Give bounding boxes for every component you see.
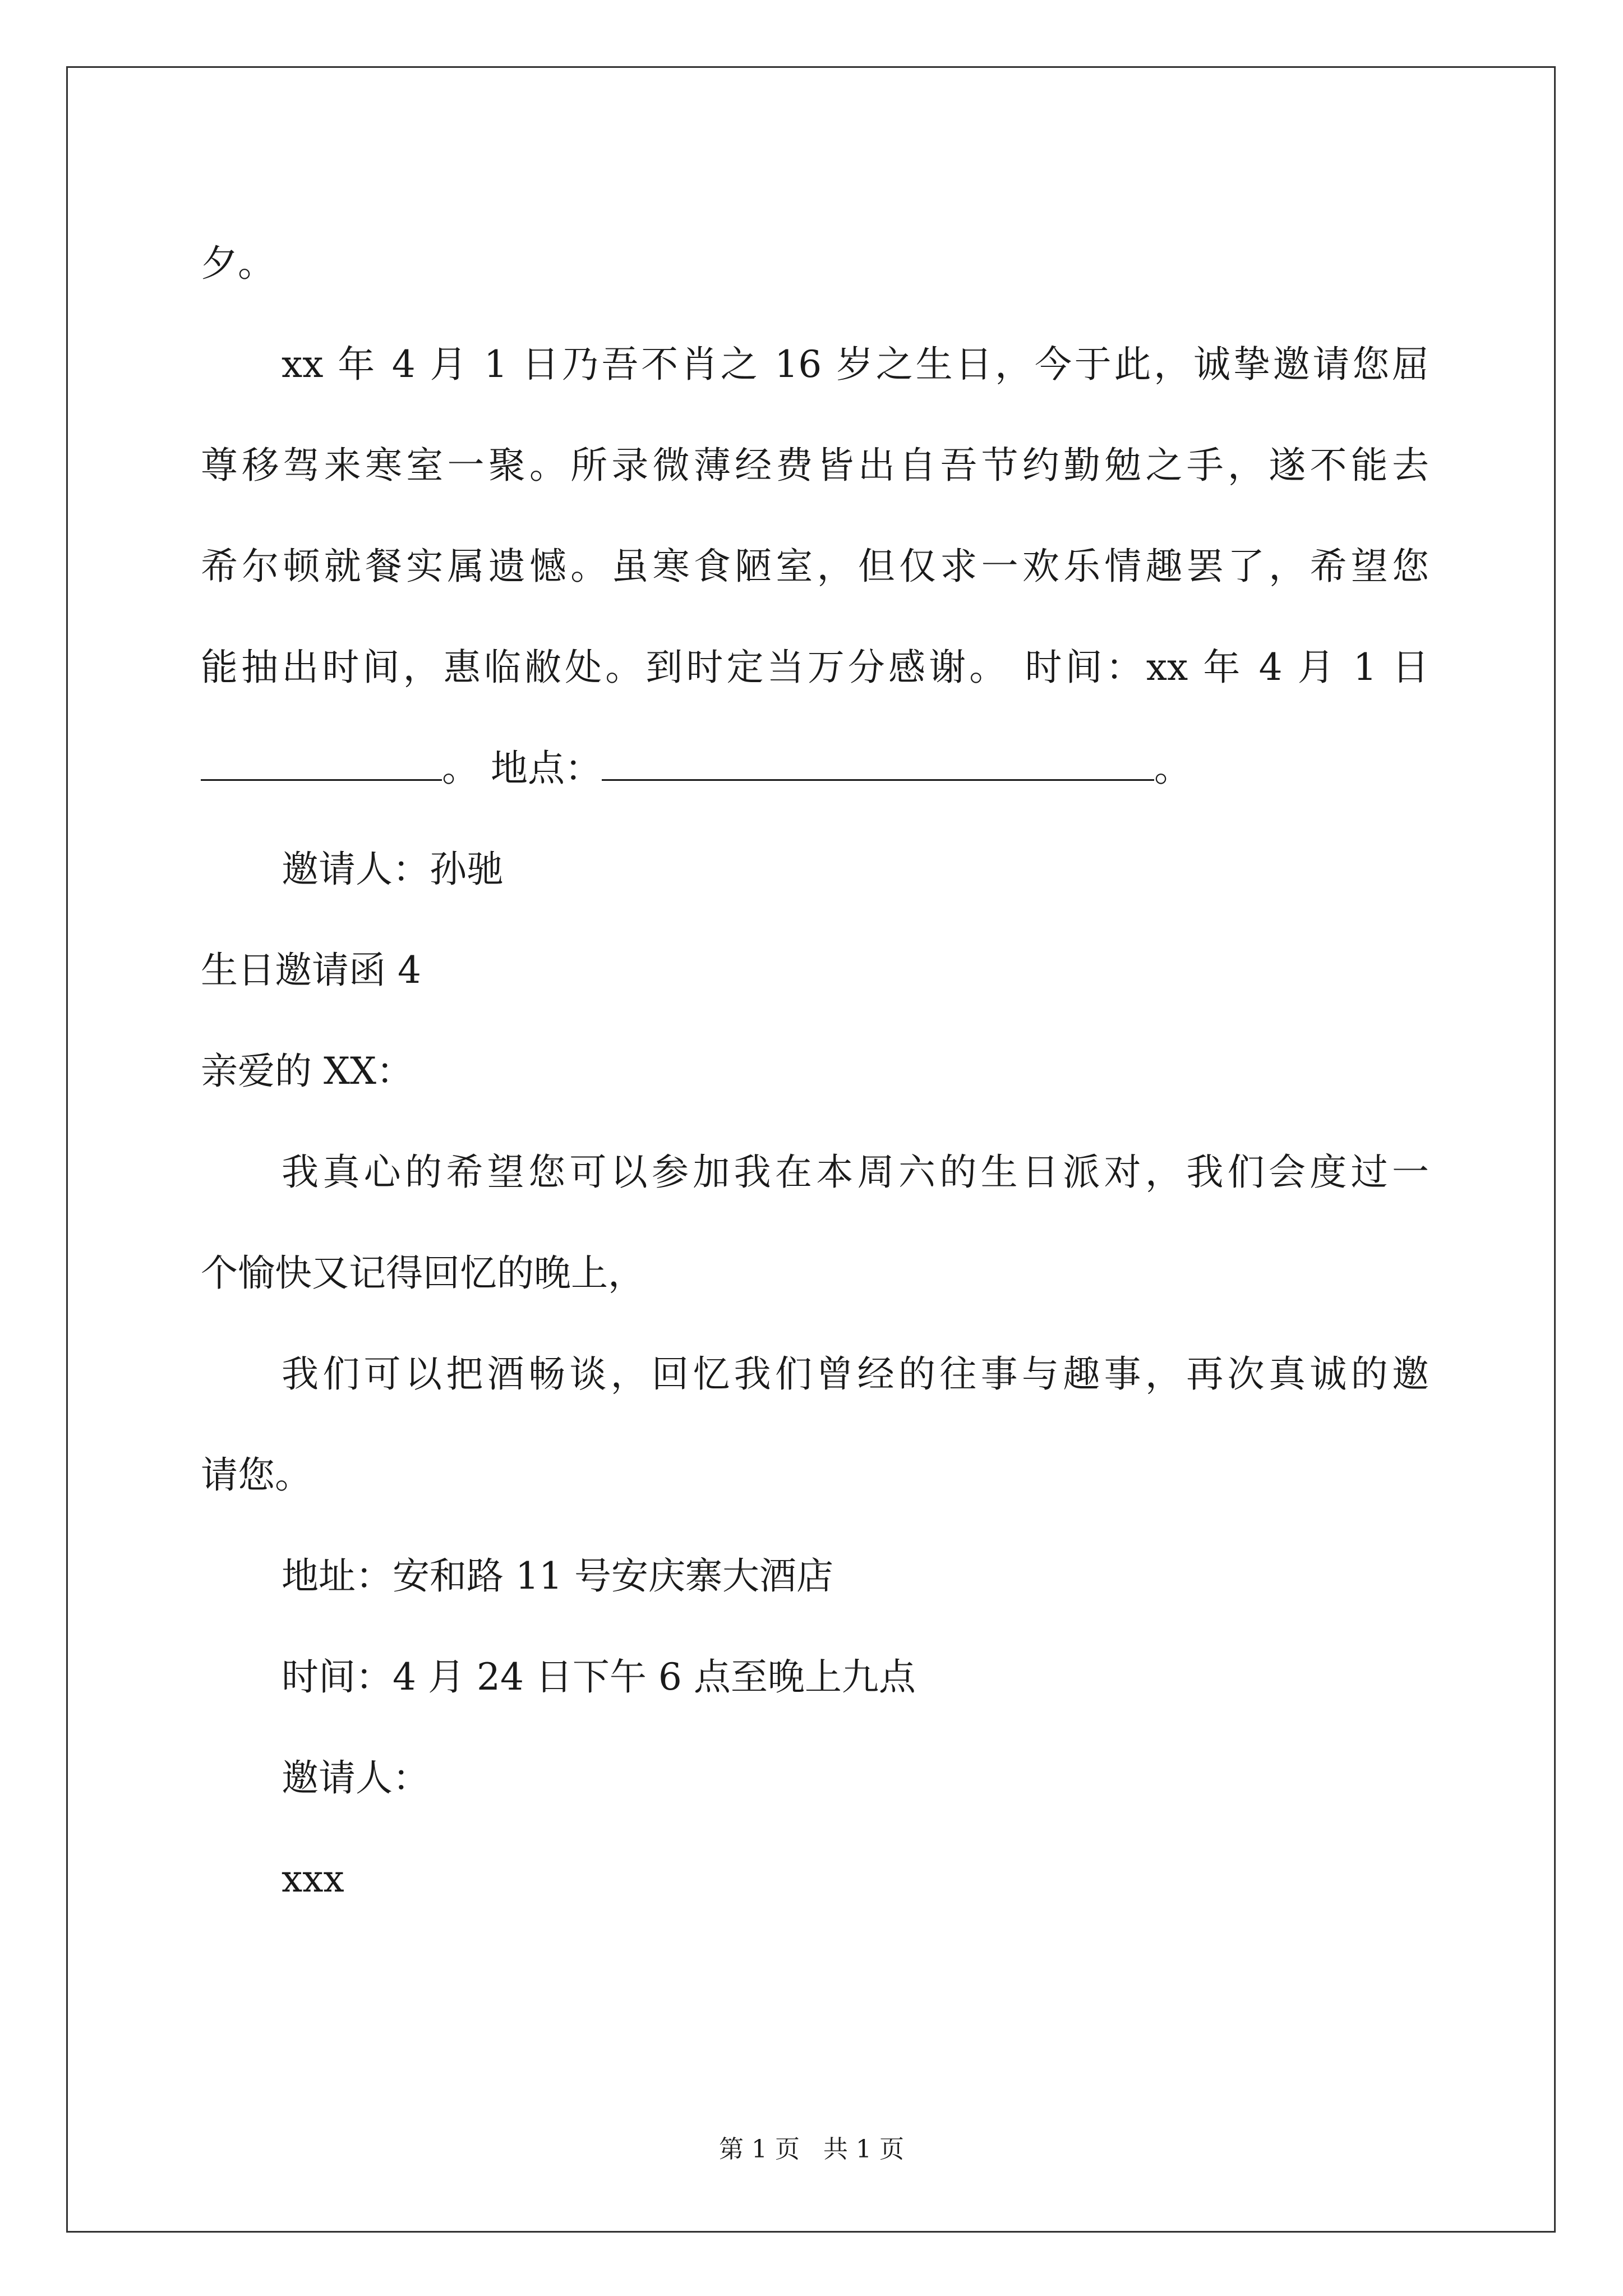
page-total: 共 1 页 xyxy=(823,2135,904,2164)
location-label: 。 地点： xyxy=(442,747,602,790)
text-line: xx 年 4 月 1 日乃吾不肖之 16 岁之生日，今于此，诚挚邀请您屈 xyxy=(282,343,1429,386)
inviter-label: 邀请人： xyxy=(282,1756,430,1800)
salutation: 亲爱的 XX： xyxy=(201,1050,413,1093)
page-footer xyxy=(0,2129,1623,2165)
line-end: 。 xyxy=(1154,747,1191,790)
location-blank xyxy=(602,746,1154,781)
text-line-blanks xyxy=(201,718,1429,819)
text-line: 能抽出时间，惠临敝处。到时定当万分感谢。 时间：xx 年 4 月 1 日 xyxy=(201,646,1429,689)
time-line: 时间：4 月 24 日下午 6 点至晚上九点 xyxy=(282,1655,916,1699)
text-line: 请您。 xyxy=(201,1453,312,1497)
text-line: 尊移驾来寒室一聚。所录微薄经费皆出自吾节约勤勉之手，遂不能去 xyxy=(201,444,1429,487)
page-number: 第 1 页 xyxy=(719,2135,800,2164)
inviter-name: xxx xyxy=(282,1857,344,1901)
document-body xyxy=(201,213,1429,1930)
time-blank xyxy=(201,746,442,781)
text-line: 希尔顿就餐实属遗憾。虽寒食陋室，但仅求一欢乐情趣罢了，希望您 xyxy=(201,545,1429,588)
text-line: 我真心的希望您可以参加我在本周六的生日派对，我们会度过一 xyxy=(282,1151,1429,1194)
text-line: 我们可以把酒畅谈，回忆我们曾经的往事与趣事，再次真诚的邀 xyxy=(282,1352,1429,1396)
text-line: 邀请人：孙驰 xyxy=(282,848,504,891)
text-line: 个愉快又记得回忆的晚上， xyxy=(201,1251,645,1295)
section-title: 生日邀请函 4 xyxy=(201,949,421,992)
text-line: 夕。 xyxy=(201,242,275,285)
address-line: 地址：安和路 11 号安庆寨大酒店 xyxy=(282,1554,833,1598)
